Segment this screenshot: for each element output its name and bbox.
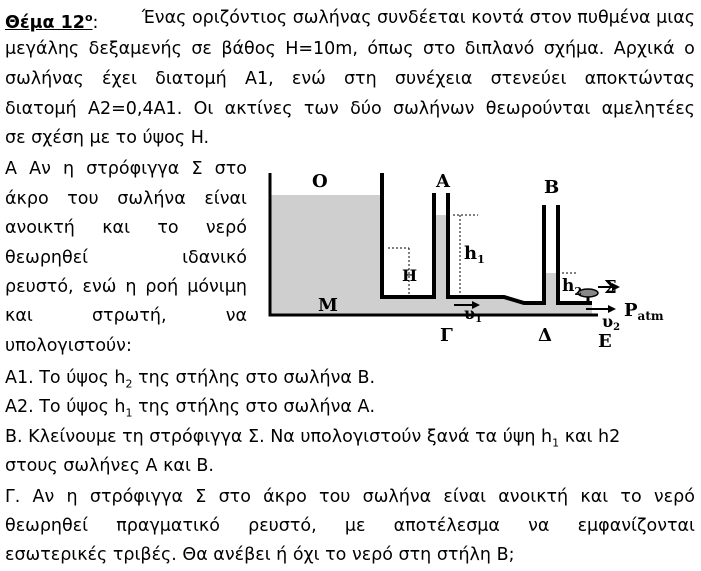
- word: με: [344, 516, 366, 536]
- word: δεξαμενής: [88, 39, 182, 59]
- word: ενώ: [291, 69, 326, 89]
- tank-pipe-diagram: [268, 163, 696, 353]
- word: δύο: [350, 99, 382, 119]
- part-a-line-1: [5, 155, 247, 183]
- word: να: [528, 516, 550, 536]
- word: σωλήνα: [362, 487, 432, 507]
- column-a-water: [434, 215, 448, 297]
- word: άκρο: [5, 189, 49, 209]
- word: σχήμα.: [543, 39, 605, 59]
- word: αποτέλεσμα: [393, 516, 500, 536]
- label-p-atm: $P_{atm}$: [624, 300, 664, 323]
- word: του: [67, 189, 99, 209]
- word: είναι: [443, 487, 487, 507]
- word: Σ: [195, 487, 207, 507]
- label-H: H: [402, 266, 418, 285]
- word: διατομή: [5, 99, 77, 119]
- label-B: Β: [544, 177, 560, 198]
- part-a-line-4: [5, 244, 247, 272]
- word: Γ.: [5, 487, 21, 507]
- word: άκρο: [263, 487, 307, 507]
- word: βάθος: [221, 39, 276, 59]
- word: Α: [5, 159, 17, 179]
- word: του: [319, 487, 351, 507]
- word: το: [620, 487, 642, 507]
- word: σωλήνων: [393, 99, 475, 119]
- label-M: Μ: [318, 295, 338, 316]
- word: ρευστό,: [248, 516, 317, 536]
- word: Αν: [29, 159, 51, 179]
- word: ακτίνες: [224, 99, 293, 119]
- word: μόνιμη: [187, 277, 247, 297]
- word: ανοικτή: [5, 218, 75, 238]
- word: όπως: [367, 39, 414, 59]
- word: στρωτή,: [91, 306, 167, 326]
- part-a-line-3: [5, 214, 247, 242]
- question-b-line-1: Β. Κλείνουμε τη στρόφιγγα Σ. Να υπολογιστούν ξανά τα ύψη $h_1$ και h2: [5, 427, 621, 450]
- intro-line-3: [5, 65, 695, 93]
- word: και: [5, 306, 33, 326]
- part-a-line-5: [5, 273, 247, 301]
- word: στο: [218, 487, 251, 507]
- word: η: [125, 277, 137, 297]
- label-O: Ο: [312, 171, 328, 192]
- label-v1: υ1: [464, 304, 483, 325]
- word: η: [62, 159, 75, 179]
- word: μεγάλης: [5, 39, 80, 59]
- word: είναι: [204, 189, 247, 209]
- word: A1,: [244, 69, 274, 89]
- word: Αρχικά: [613, 39, 675, 59]
- word: νερό: [653, 487, 695, 507]
- word: Οι: [193, 99, 214, 119]
- intro-line-4: [5, 95, 695, 123]
- word: να: [225, 306, 247, 326]
- question-a1: Α1. Το ύψος $h_2$ της στήλης στο σωλήνα Β.: [5, 368, 376, 391]
- word: το: [157, 218, 179, 238]
- word: στο: [422, 39, 456, 59]
- word: έχει: [101, 69, 137, 89]
- word: στη: [343, 69, 377, 89]
- word: και: [102, 218, 130, 238]
- column-a-right-wall: [448, 193, 544, 303]
- word: θεωρηθεί: [5, 516, 89, 536]
- label-h2: $h_2$: [562, 276, 583, 298]
- column-b-water: [544, 273, 558, 303]
- word: η: [66, 487, 78, 507]
- word: πραγματικό: [116, 516, 220, 536]
- word: σωλήνας: [5, 69, 84, 89]
- word: ροή: [145, 277, 179, 297]
- word: και: [580, 487, 609, 507]
- label-h1: $h_1$: [464, 243, 485, 266]
- word: των: [303, 99, 339, 119]
- word: H=10m,: [285, 39, 358, 59]
- word: συνέχεια: [394, 69, 473, 89]
- word: ο: [684, 39, 695, 59]
- question-c-line-2: [5, 512, 695, 540]
- word: διπλανό: [464, 39, 535, 59]
- word: διατομή: [155, 69, 227, 89]
- word: ιδανικό: [182, 248, 247, 268]
- word: αποκτώντας: [584, 69, 695, 89]
- question-a2: Α2. Το ύψος $h_1$ της στήλης στο σωλήνα Α.: [5, 397, 376, 420]
- word: στρόφιγγα: [89, 487, 184, 507]
- label-delta: Δ: [538, 325, 552, 346]
- intro-line-2: [5, 35, 695, 63]
- word: στρόφιγγα: [86, 159, 180, 179]
- part-a-line-7: υπολογιστούν:: [5, 336, 132, 356]
- problem-heading: Θέμα $12^o$:: [5, 11, 99, 33]
- label-sigma: Σ: [604, 277, 617, 298]
- word: Σ: [191, 159, 203, 179]
- word: στενεύει: [490, 69, 567, 89]
- word: νερό: [205, 218, 247, 238]
- word: σωλήνα: [117, 189, 186, 209]
- label-E: Ε: [598, 331, 612, 352]
- intro-line-1: [5, 4, 695, 37]
- question-c-line-1: [5, 483, 695, 511]
- word: εμφανίζονται: [577, 516, 695, 536]
- word: σε: [191, 39, 212, 59]
- word: θεωρηθεί: [5, 248, 89, 268]
- word: Αν: [32, 487, 55, 507]
- word: ρευστό,: [5, 277, 74, 297]
- word: A2=0,4A1.: [87, 99, 183, 119]
- word: ενώ: [82, 277, 117, 297]
- word: στο: [214, 159, 247, 179]
- part-a-line-6: [5, 302, 247, 330]
- label-gamma: Γ: [440, 325, 453, 346]
- question-b-line-2: στους σωλήνες Α και Β.: [5, 456, 214, 476]
- pipe-water: [382, 297, 592, 315]
- word: αμελητέες: [601, 99, 695, 119]
- intro-line-5: σε σχέση με το ύψος H.: [5, 128, 210, 148]
- label-A: Α: [436, 171, 450, 192]
- intro-first-text: Ένας οριζόντιος σωλήνας συνδέεται κοντά στον πυθμένα μιας: [141, 8, 695, 28]
- word: ανοικτή: [498, 487, 569, 507]
- part-a-line-2: [5, 185, 247, 213]
- label-v2: υ2: [602, 312, 621, 333]
- word: θεωρούνται: [485, 99, 591, 119]
- question-c-line-3: εσωτερικές τριβές. Θα ανέβει ή όχι το νερό στη στήλη Β;: [5, 545, 515, 565]
